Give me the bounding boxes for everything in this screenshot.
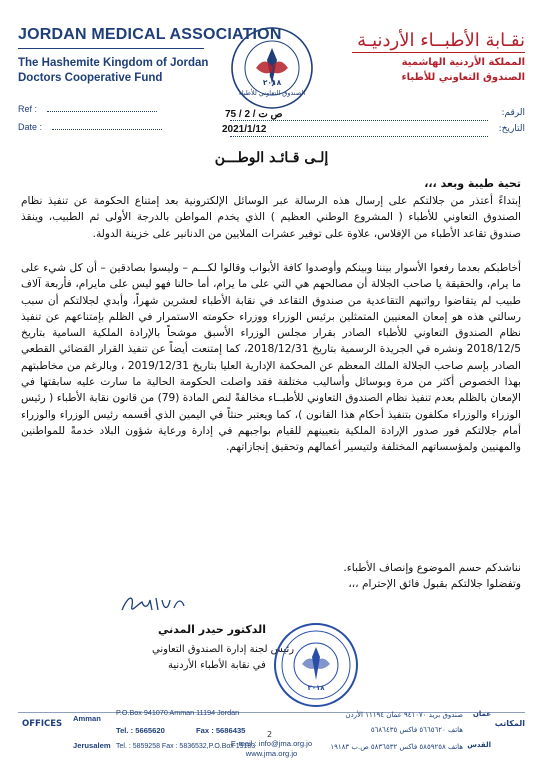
offices-label-arabic: المكاتب [494,719,525,728]
letter-paragraph-1: إبتداءً أعتذر من جلالتكم على إرسال هذه الرسالة عبر الوسائل الإلكترونية بعد إمتناع الحكومة عن تنفيذ نظام الصندوق التعاوني للأطباء ( المشروع الوطني العظيم ) الذي يخدم المواطن بالدرجة الأولى ثم الطبيب، وينقذ صندوق تقاعد الأطباء من الإفلاس، علاوة على توفير عشرات الملايين من الدنانير على خزينة الدولة. [21,195,521,240]
jerusalem-contact-arabic: هاتف ٥٨٥٩٢٥٨ فاكس ٥٨٣٦٥٣٢ ص.ب ١٩١٨٣ [330,743,463,751]
letter-salutation: إلـى قـائـد الوطـــن [214,150,329,166]
ar-date-label: التاريخ: [498,124,525,134]
amman-label-arabic: عمان [472,710,491,718]
amman-label: Amman [73,714,101,723]
jerusalem-contact: Tel. : 5859258 Fax : 5836532,P.O.Box 19183 [116,743,256,750]
stamp-seal-icon [273,622,359,708]
reference-number: ص ت / 2 / 75 [225,109,283,120]
signatory-role-line-1: رئيس لجنة إدارة الصندوق التعاوني [152,644,295,655]
logo-caption: الصندوق التعاوني للأطباء [238,89,306,97]
country-name-english: The Hashemite Kingdom of Jordan [18,57,209,69]
jerusalem-label: Jerusalem [73,741,111,750]
fund-name-english: Doctors Cooperative Fund [18,72,163,84]
letter-paragraph-2: أخاطبكم بعدما رفعوا الأسوار بيننا وبينكم وأوصدوا كافة الأبواب وقالوا لكـــم – وليسوا بصادقين – أن كل شيء على ما يرام، والحقيقة يا صاحب الجلالة أن مصالحهم هي التي على ما يرام، أما حالنا فهو ليس على مايرام، فأربعة آلاف طبيب لم يتقاضوا رواتبهم التقاعدية من صندوق التقاعد في نقابة الأطباء لعشرين شهراً، وأبدي لجلالتكم أن سبب رسالتي هذه هو إمعان المعنيين المتمثلين برئيس الوزراء ووزراء حكومته الاستمرار في الظلم بإمتناعهم عن تنفيذ نظام الصندوق التعاوني للأطباء الصادر بقرار مجلس الوزراء الأسبق موشحاً بالإرادة الملكية السامية بتاريخ 2018/12/5 ونشره في الجريدة الرسمية بتاريخ 2018/12/31، كما إمتنعت أيضاً عن تنفيذ القرار القضائي القطعي الصادر بإسم صاحب الجلالة الملك المعظم عن المحكمة الإدارية العليا بتاريخ 2019/12/31 ، وبالرغم من مخاطبتهم بهذا الخصوص أكثر من مرة وبوسائل وأساليب مختلفة فقد واصلت الحكومة الحالية ما سارت عليه سابقتها في الإمعان بالظلم بعدم تنفيذ نظام الصندوق التعاوني للأطبــاء مخالفةً لنص المادة (79) من قانون نقابة الأطباء ( رئيس الوزراء والوزراء مكلفون بتنفيذ أحكام هذا القانون )، كما ويعتبر حنثاً في اليمين الذي أقسمه رئيس الوزراء والوزراء أمام جلالتكم فور صدور الإرادة الملكية بتعيينهم للقيام بواجبهم في إدارة ورعاية شؤون البلاد خدمةً للمواطنين والمهنيين ولمؤسساتهم المختلفة ولتيسير أعمالهم وتحقيق إنجازاتهم. [21,262,521,454]
official-stamp [273,622,359,708]
date-dotted-line [52,121,162,130]
ref-dotted-line [47,103,157,112]
ar-ref-label: الرقم: [501,108,525,118]
stamp-year: ٢٠١٨ [307,684,325,692]
amman-phone-fax-arabic: هاتف ٥٦٦٥٦٢٠ فاكس ٥٦٨٦٤٣٥ [370,726,463,734]
ref-field: Ref : [18,103,157,114]
footer-website-link[interactable]: www.jma.org.jo [245,749,298,758]
letter-greeting: تحية طيبة وبعد ،،، [424,177,521,190]
page-number: 2 [267,730,273,739]
org-name-arabic: نقـابة الأطبــاء الأردنيـة [357,30,525,51]
amman-fax: Fax : 5686435 [196,726,246,735]
offices-label: OFFICES [22,719,63,729]
amman-address: P.O.Box 941070 Amman 11194 Jordan [116,708,240,717]
ar-ref-dotted-line [230,120,488,121]
ref-label: Ref [18,104,33,114]
signatory-role-line-2: في نقابة الأطباء الأردنية [168,660,266,671]
amman-telephone: Tel. : 5665620 [116,726,165,735]
date-label: Date [18,122,38,132]
fund-logo-icon [230,26,314,110]
fund-logo [230,26,314,110]
country-name-arabic: المملكة الأردنية الهاشمية [401,57,525,68]
handwritten-signature [118,590,188,618]
fund-name-arabic: الصندوق التعاوني للأطباء [401,72,525,83]
letter-closing-regards: وتفضلوا جلالتكم بقبول فائق الإحترام ،،، [348,578,521,590]
header-divider-left [18,48,204,49]
logo-year: ٢٠١٨ [262,78,282,87]
letter-closing-request: نناشدكم حسم الموضوع وإنصاف الأطباء. [343,562,521,574]
org-name-english: JORDAN MEDICAL ASSOCIATION [18,26,282,43]
signatory-name: الدكتور حيدر المدني [158,623,267,636]
jerusalem-label-arabic: القدس [467,741,491,749]
amman-address-arabic: صندوق بريد ٩٤١٠٧٠ عمان ١١١٩٤ الأردن [345,711,463,719]
header-divider-right [352,52,525,53]
letter-date: 2021/1/12 [222,124,267,135]
date-field: Date : [18,121,162,132]
ar-date-dotted-line [230,136,488,137]
footer-email[interactable]: E-mail : info@jma.org.jo [230,739,313,748]
